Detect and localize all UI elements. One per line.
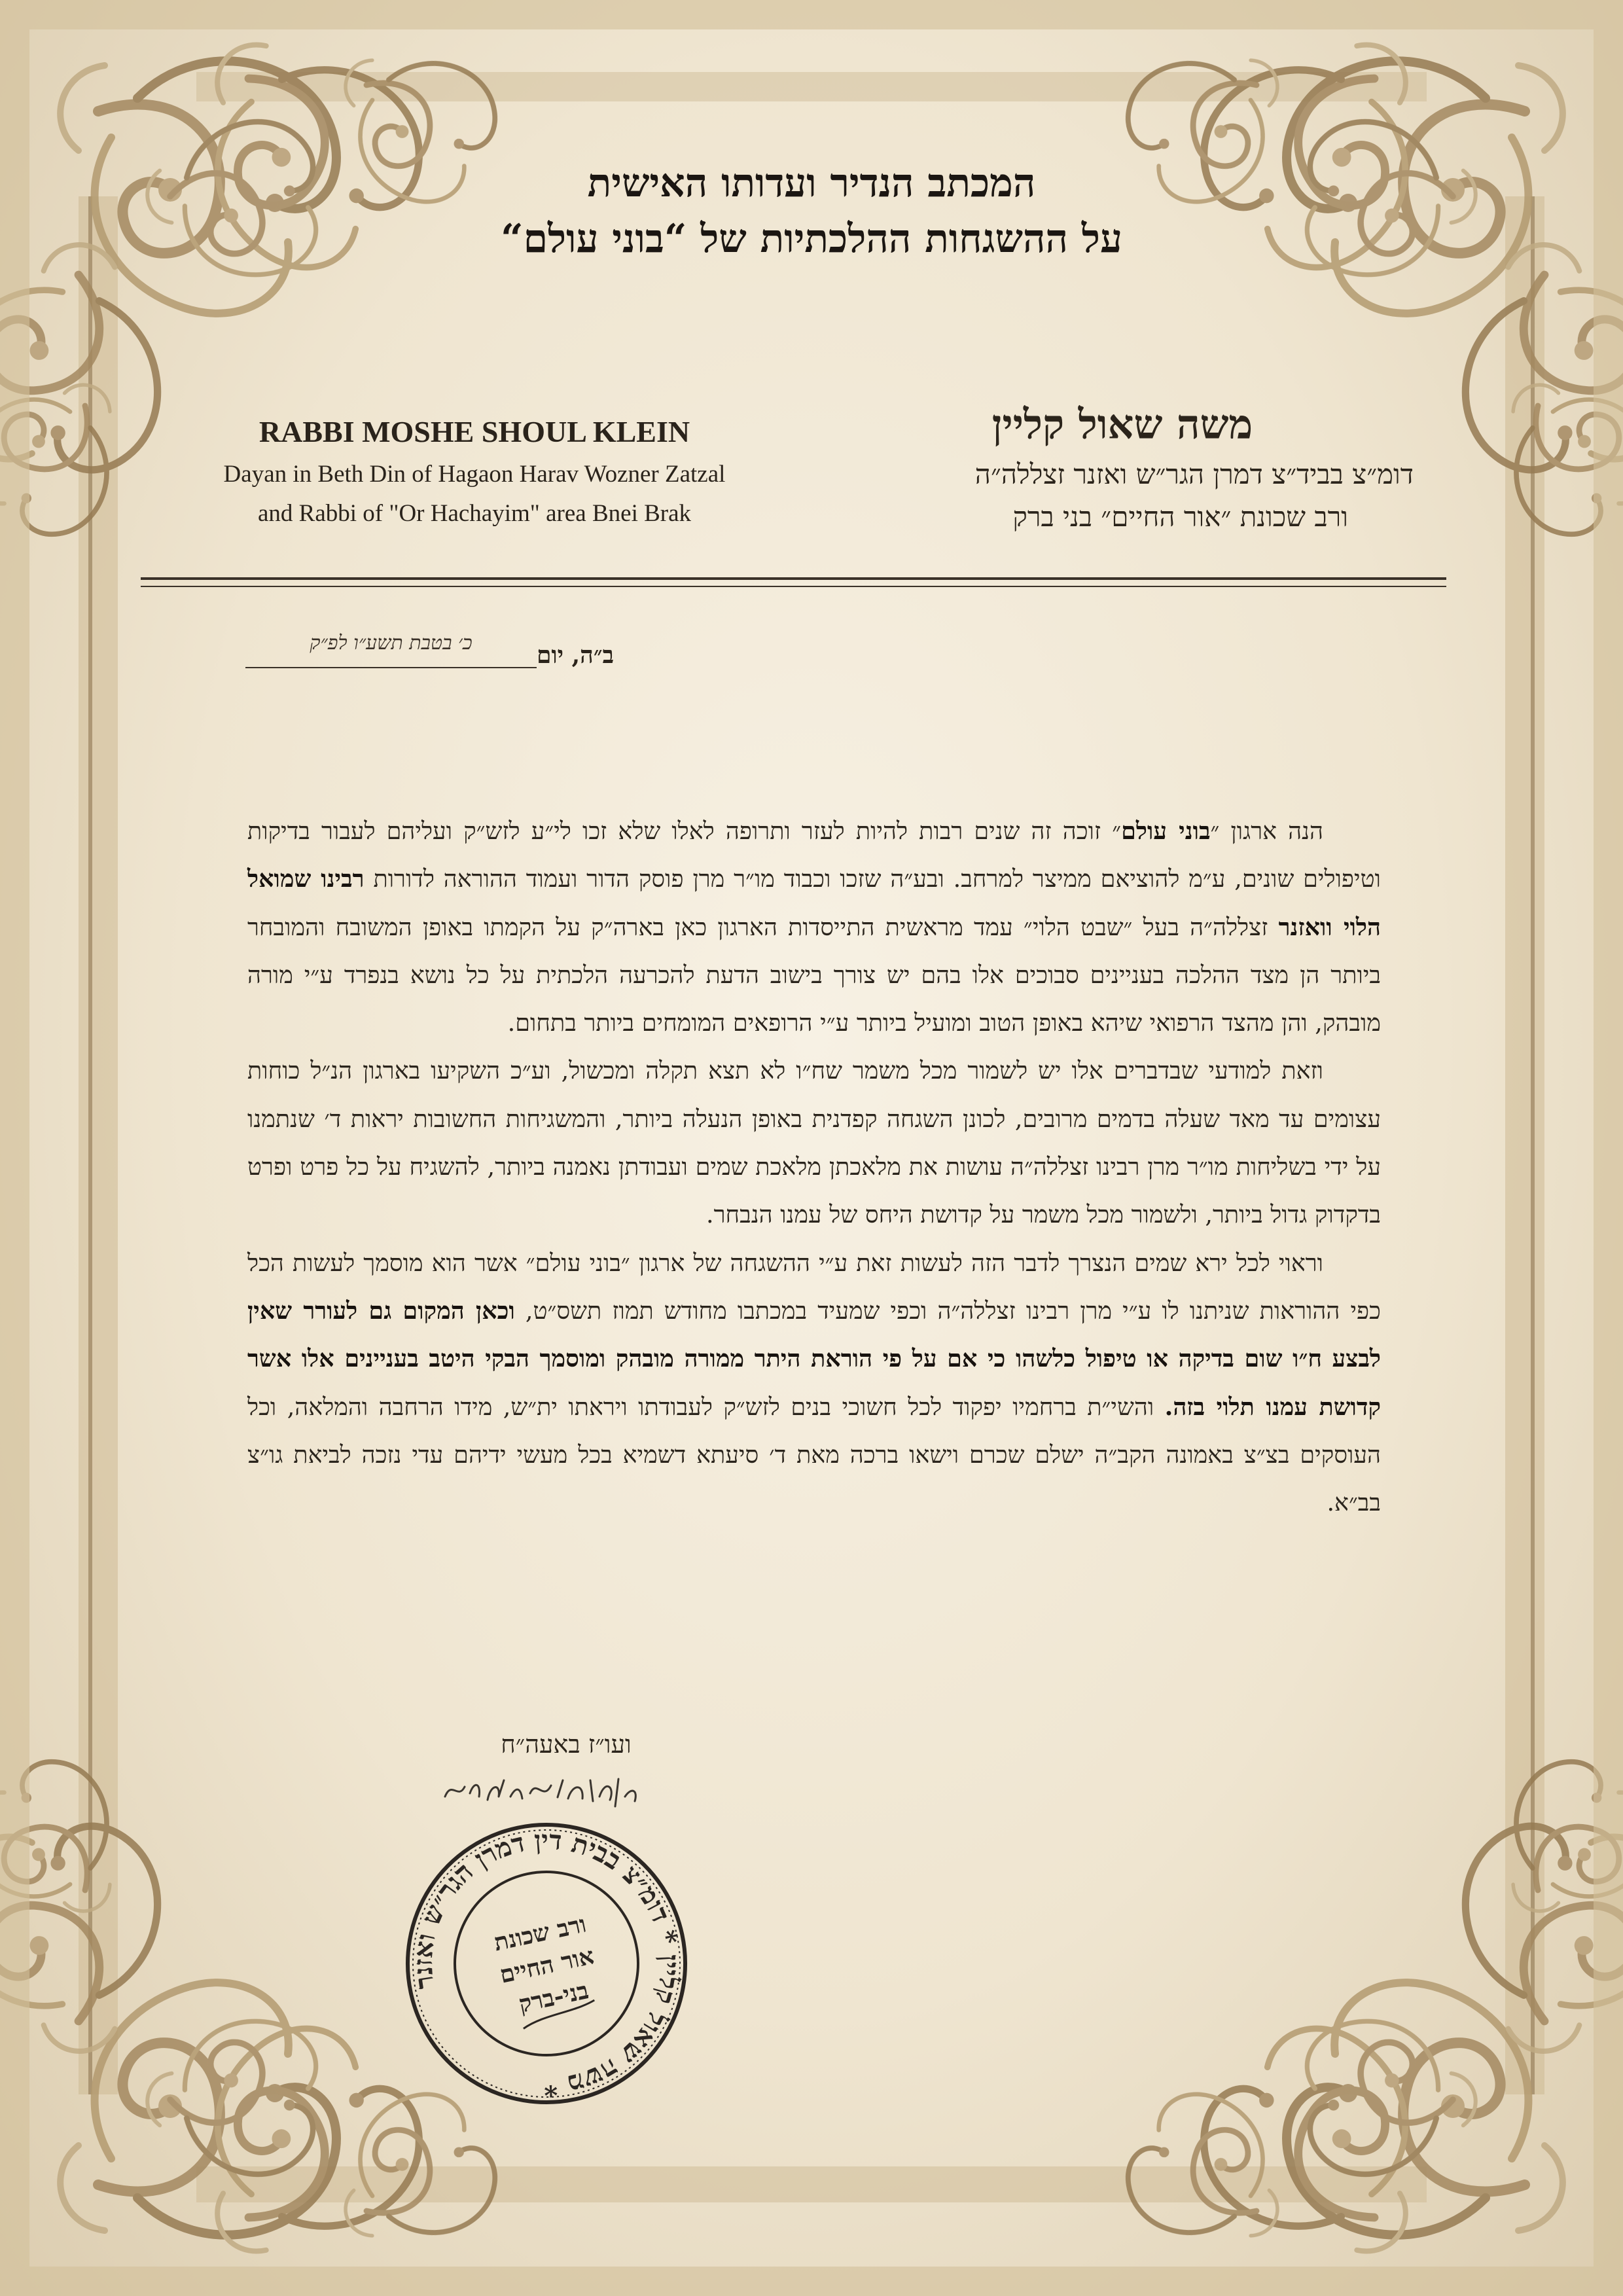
rabbi-hebrew-name: משה שאול קליין: [991, 401, 1253, 448]
stamp-inner-line1: ורב שכונת: [491, 1910, 589, 1957]
body-paragraph-3: וראוי לכל ירא שמים הנצרך לדבר הזה לעשות זאת ע״י ההשגחה של ארגון ״בוני עולם״ אשר הוא מוסמך לעשות הכל כפי ההוראות שניתנו לו ע״י מרן רבינו זצללה״ה וכפי שמעיד במכתבו מחודש תמוז תשס״ט, וכאן המקום גם לעורר שאין לבצע ח״ו שום בדיקה או טיפול כלשהו כי אם על פי הוראת היתר ממורה מובהק ומוסמך הבקי היטב בעניינים אלו אשר קדושת עמנו תלוי בזה. והשי״ת ברחמיו יפקוד לכל חשוכי בנים לזש״ק לעבודתו ויראתו ית״ש, מידו הרחבה והמלאה, וכל העוסקים בצ״צ באמונה הקב״ה ישלם שכרם וישאו ברכה מאת ד׳ סיעתא דשמיא בכל מעשי ידיהם עדי נזכה לביאת גו״צ בב״א.: [247, 1248, 1381, 1517]
letter-title-line2: על ההשגחות ההלכתיות של “בוני עולם“: [501, 216, 1122, 262]
bold-org-name: בוני עולם: [1121, 817, 1211, 845]
letterhead-divider-thick: [141, 577, 1446, 580]
rabbi-english-name: RABBI MOSHE SHOUL KLEIN: [259, 415, 690, 448]
bold-rabbi-name: רבינו שמואל הלוי וואזנר: [247, 865, 1381, 941]
body-paragraph-2: וזאת למודעי שבדברים אלו יש לשמור מכל משמר שח״ו לא תצא תקלה ומכשול, וע״כ השקיעו בארגון הנ״ל כוחות עצומים עד מאד שעלה בדמים מרובים, לכונן השגחה קפדנית באופן הנעלה ביותר, והמשגיחות החשובות יראות ד׳ שנתמנו על ידי בשליחות מו״ר מרן רבינו זצללה״ה עושות את מלאכתן מלאכת שמים ועבודתן נאמנה ביותר, להשגיח על כל פרט ופרט בדקדוק גדול ביותר, ולשמור מכל משמר על קדושת היחס של עמנו הנבחר.: [247, 1056, 1381, 1229]
stamp-inner-line3: בני-ברק: [516, 1977, 592, 2018]
letter-title-line1: המכתב הנדיר ועדותו האישית: [587, 160, 1036, 206]
rabbi-english-title: Dayan in Beth Din of Hagaon Harav Wozner Zatzal: [223, 461, 726, 488]
handwritten-signature: [438, 1761, 648, 1820]
bold-warning-text: וכאן המקום גם לעורר שאין לבצע ח״ו שום בדיקה או טיפול כלשהו כי אם על פי הוראת היתר ממורה מובהק ומוסמך הבקי היטב בעניינים אלו אשר קדושת עמנו תלוי בזה.: [247, 1296, 1381, 1421]
rabbi-hebrew-subtitle: ורב שכונת ״אור החיים״ בני ברק: [1012, 501, 1348, 533]
letter-body: [247, 807, 1381, 1526]
letterhead-divider-thin: [141, 586, 1446, 587]
closing-line: ועו״ז באעה״ח: [501, 1730, 632, 1759]
date-label: ב״ה, יום: [537, 641, 614, 669]
stamp-outer-text: משה שאול קליין * דומ״צ בבית דין דמרן הגר״ש ואזנר *: [407, 1824, 686, 2103]
stamp-inner-line2: אור החיים: [497, 1942, 597, 1989]
rabbi-hebrew-title: דומ״צ בביד״צ דמרן הגר״ש ואזנר זצללה״ה: [974, 458, 1414, 490]
body-paragraph-1: הנה ארגון ״בוני עולם״ זוכה זה שנים רבות להיות לעזר ותרופה לאלו שלא זכו לי״ע לזש״ק ועליהם לעבור בדיקות וטיפולים שונים, ע״מ להוציאם ממיצר למרחב. ובע״ה שזכו וכבוד מו״ר מרן פוסק הדור ועמוד ההוראה לדורות רבינו שמואל הלוי וואזנר זצללה״ה בעל ״שבט הלוי״ עמד מראשית התייסדות הארגון כאן בארה״ק על הקמתו באופן המשובח והמובחר ביותר הן מצד ההלכה בעניינים סבוכים אלו בהם יש צורך בישוב הדעת להכרעה הלכתית על כל נושא בנפרד ע״י מורה מובהק, והן מהצד הרפואי שיהא באופן הטוב ומועיל ביותר ע״י הרופאים המומחים ביותר בתחום.: [247, 817, 1381, 1037]
date-value: כ׳ בטבת תשע״ו לפ״ק: [245, 632, 537, 668]
rabbi-english-subtitle: and Rabbi of "Or Hachayim" area Bnei Brak: [257, 500, 692, 527]
rabbi-stamp: [396, 1813, 697, 2114]
